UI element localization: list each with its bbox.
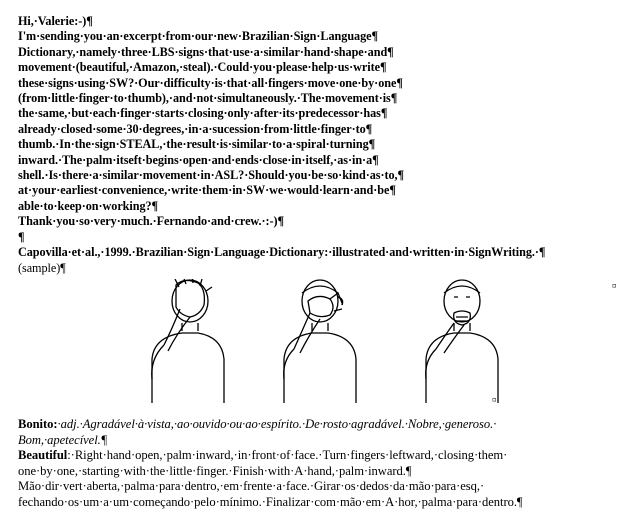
headword-beautiful: Beautiful (18, 448, 68, 463)
letter-line: Hi,·Valerie:-)¶ (18, 14, 93, 28)
document-body (18, 14, 624, 510)
letter-line: the·same,·but·each·finger·starts·closing·only·after·its·predecessor·has¶ (18, 106, 388, 121)
sign-figure-closing-hand (278, 279, 362, 403)
citation-line: Capovilla·et·al.,·1999.·Brazilian·Sign·Language·Dictionary:·illustrated·and·written·in·SignWriting.·¶ (18, 245, 546, 260)
definition-bonito (18, 417, 624, 433)
letter-line: Dictionary,·namely·three·LBS·signs·that·use·a·similar·hand·shape·and¶ (18, 44, 394, 59)
letter-line: able·to·keep·on·working?¶ (18, 198, 159, 213)
anchor-mark: ¤ (612, 280, 617, 291)
portuguese-description-cont: fechando·os·um·a·um·começando·pelo·mínimo.·Finalizar·com·mão·em·A·hor,·palma·para·dentro.¶ (18, 494, 523, 509)
letter-line: at·your·earliest·convenience,·write·them·in·SW·we·would·learn·and·be¶ (18, 183, 396, 198)
citation-sample: (sample)¶ (18, 260, 66, 275)
beautiful-definition: :·Right·hand·open,·palm·inward,·in·front·of·face.·Turn·fingers·leftward,·closing·them· (67, 448, 508, 463)
letter-line: these·signs·using·SW?·Our·difficulty·is·that·all·fingers·move·one·by·one¶ (18, 75, 403, 90)
letter-line: movement·(beautiful,·Amazon,·steal).·Could·you·please·help·us·write¶ (18, 60, 387, 75)
definitions (18, 417, 624, 511)
letter-line: I'm·sending·you·an·excerpt·from·our·new·Brazilian·Sign·Language¶ (18, 29, 379, 44)
letter-line: ¶ (18, 229, 25, 244)
letter-line: Thank·you·so·very·much.·Fernando·and·crew.·:-)¶ (18, 214, 285, 229)
headword-bonito: Bonito: (18, 416, 58, 431)
letter-line: thumb.·In·the·sign·STEAL,·the·result·is·similar·to·a·spiral·turning¶ (18, 137, 376, 152)
sign-figure-a-hand (420, 279, 504, 403)
sign-illustrations (18, 279, 624, 409)
letter-line: inward.·The·palm·itseft·begins·open·and·ends·close·in·itself,·as·in·a¶ (18, 152, 379, 167)
anchor-mark: ¤ (492, 394, 497, 405)
beautiful-definition-cont: one·by·one,·starting·with·the·little·finger.·Finish·with·A·hand,·palm·inward.¶ (18, 463, 412, 478)
letter-line: (from·little·finger·to·thumb),·and·not·simultaneously.·The·movement·is¶ (18, 91, 398, 106)
portuguese-description: Mão·dir·vert·aberta,·palma·para·dentro,·em·frente·a·face.·Girar·os·dedos·da·mão·para·esq,· (18, 479, 485, 494)
letter-line: shell.·Is·there·a·similar·movement·in·ASL?·Should·you·be·so·kind·as·to,¶ (18, 168, 405, 183)
definition-beautiful (18, 448, 624, 464)
bonito-definition: ·adj.·Agradável·à·vista,·ao·ouvido·ou·ao·espírito.·De·rosto·agradável.·Nobre,·generoso.· (57, 416, 497, 431)
sign-figure-open-hand (146, 279, 230, 403)
bonito-definition-cont: Bom,·apetecível.¶ (18, 432, 108, 447)
letter-paragraph (18, 14, 624, 245)
letter-line: already·closed·some·30·degrees,·in·a·sucession·from·little·finger·to¶ (18, 121, 373, 136)
